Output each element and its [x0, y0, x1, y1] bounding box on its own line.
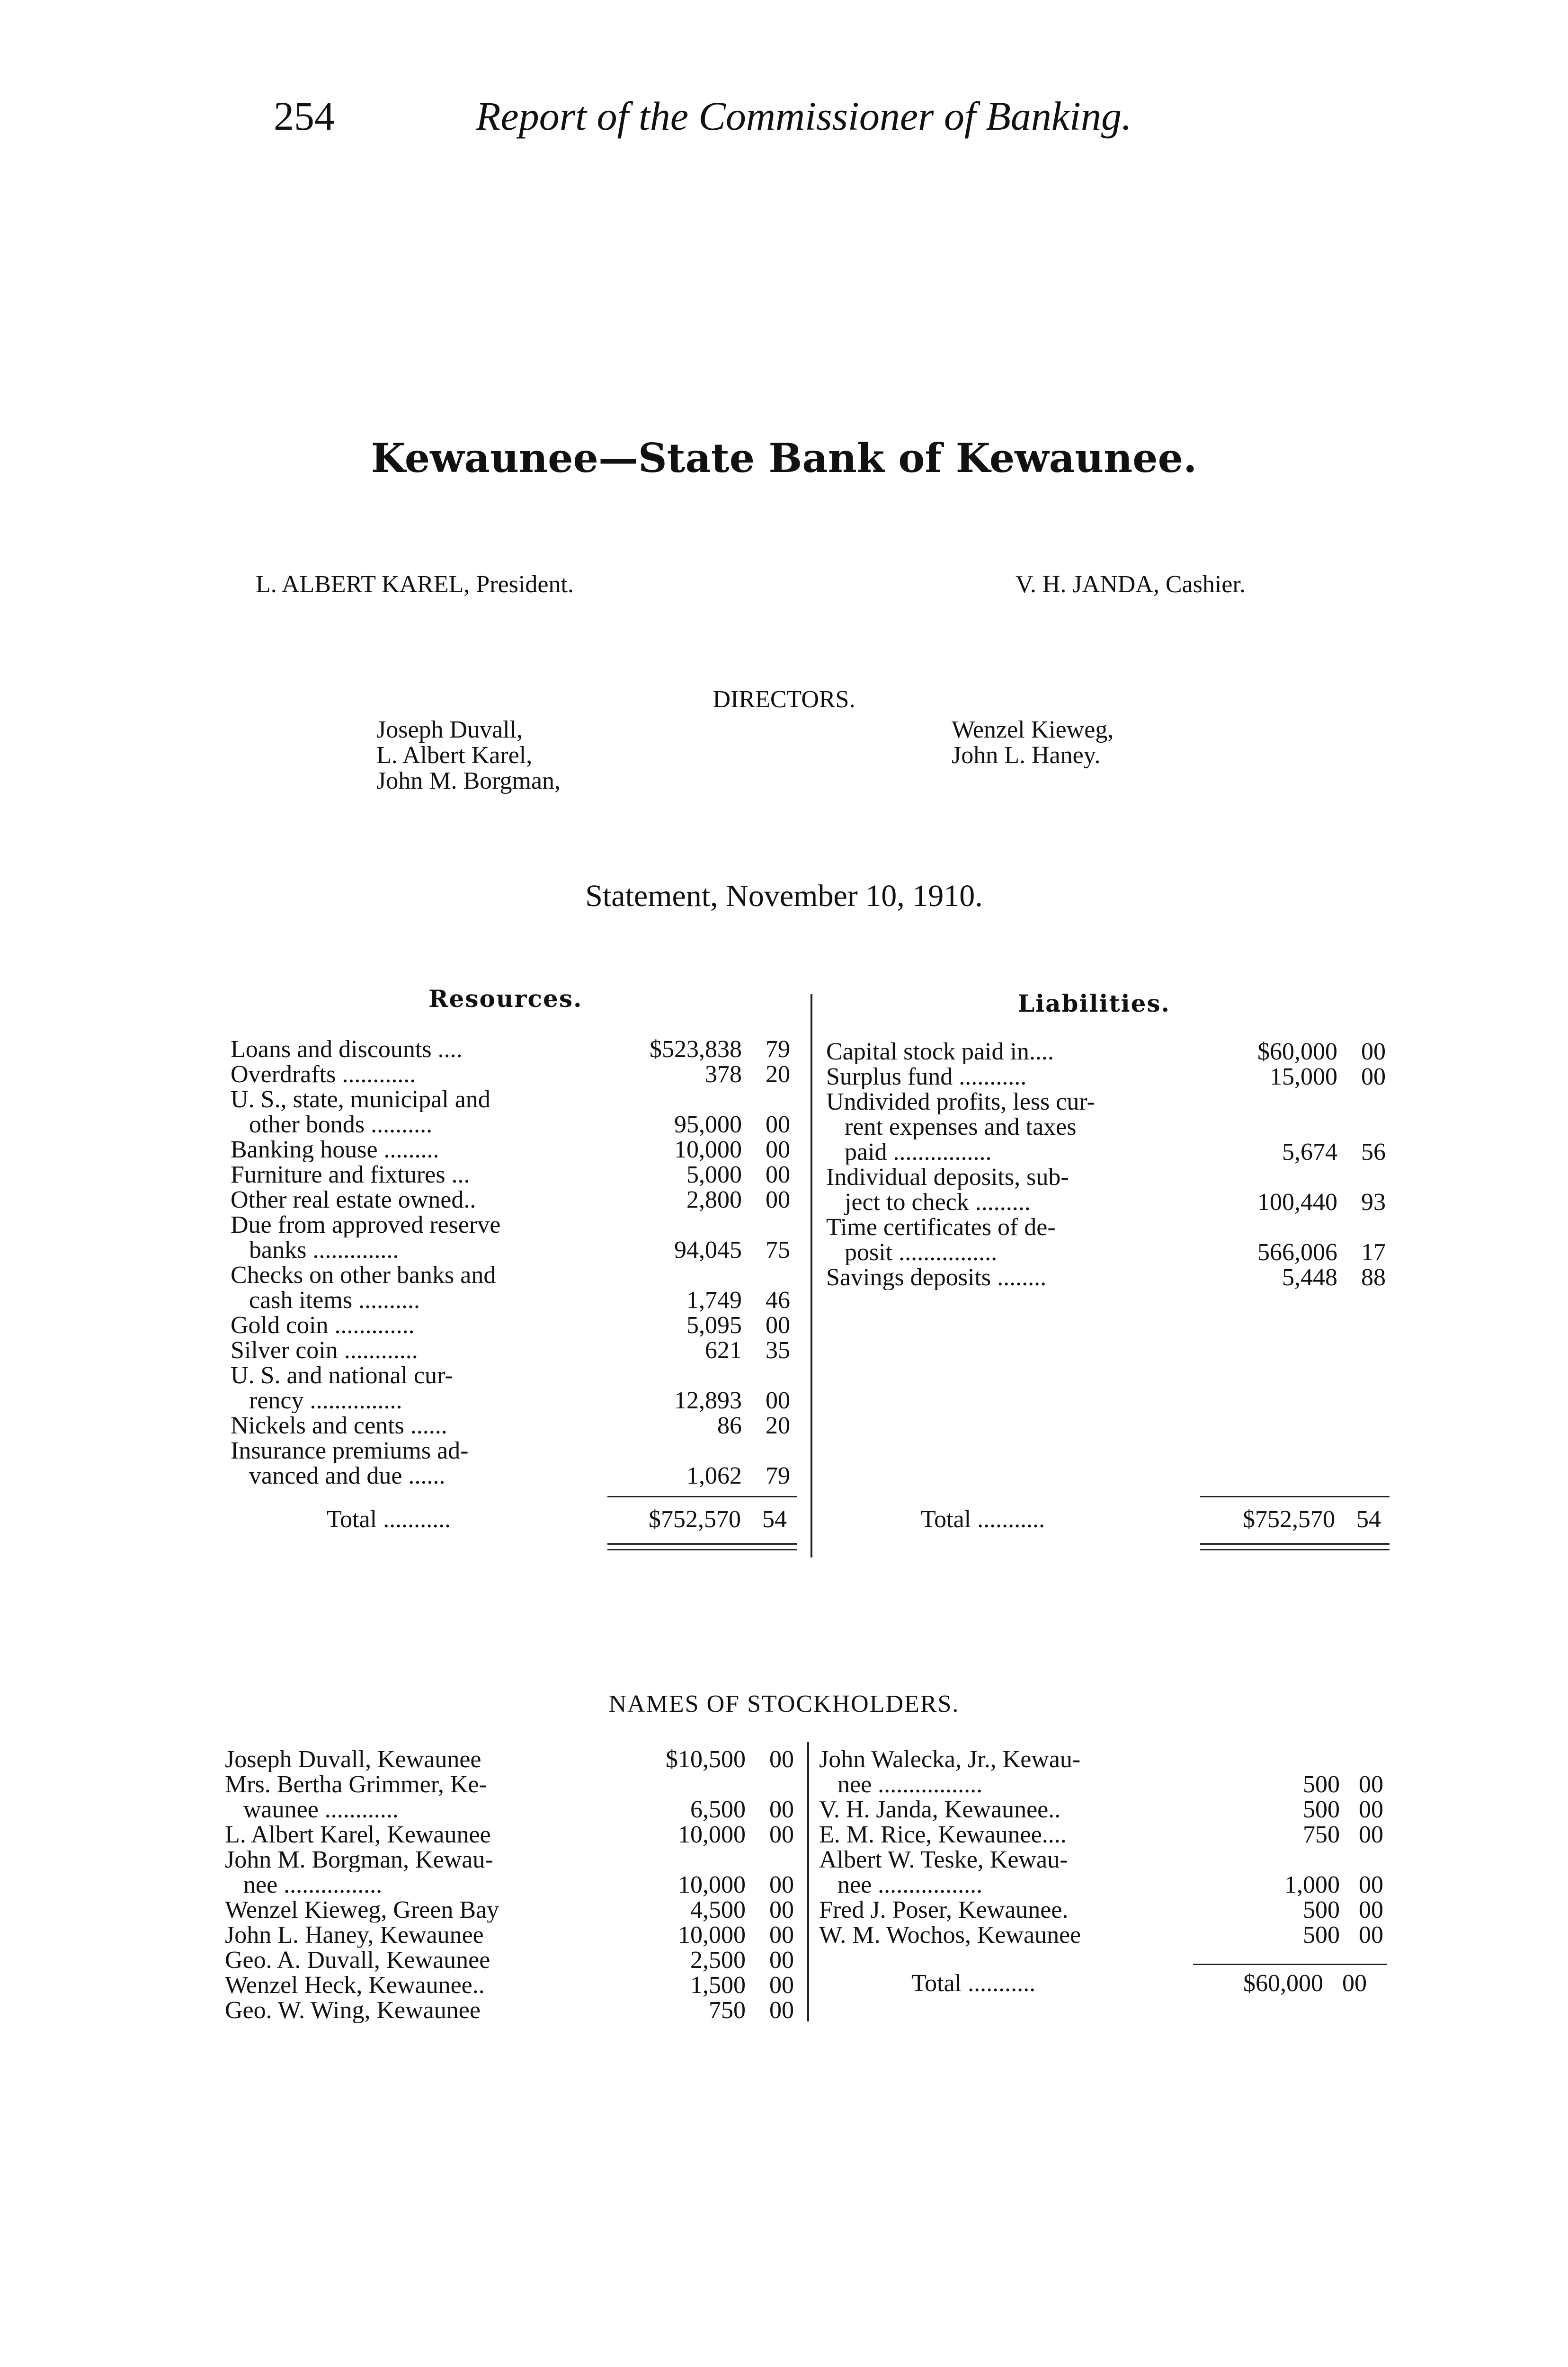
row-label: nee ................. [819, 1872, 983, 1897]
row-cents: 00 [769, 1821, 794, 1848]
row-cents: 00 [1359, 1896, 1383, 1923]
row-dollars: 94,045 [674, 1237, 742, 1264]
ledger-row [826, 1064, 1394, 1089]
ledger-row [819, 1772, 1397, 1797]
row-cents: 46 [766, 1287, 790, 1314]
row-cents: 00 [769, 1922, 794, 1949]
director-name: Joseph Duvall, [376, 716, 523, 743]
resources-table [231, 1037, 799, 1488]
row-label: vanced and due ...... [231, 1463, 445, 1488]
ledger-row [231, 1388, 799, 1413]
double-rule [607, 1543, 797, 1545]
directors-right [952, 717, 1114, 768]
ledger-row [225, 1948, 807, 1973]
row-cents: 17 [1361, 1239, 1386, 1266]
row-cents: 00 [769, 1947, 794, 1974]
row-label: Nickels and cents ...... [231, 1413, 447, 1438]
row-cents: 00 [1359, 1771, 1383, 1798]
ledger-row [826, 1089, 1394, 1114]
total-dollars: $752,570 [649, 1506, 741, 1533]
ledger-row [231, 1438, 799, 1463]
row-dollars: $10,500 [666, 1746, 746, 1773]
row-dollars: 10,000 [678, 1922, 746, 1949]
row-label: Mrs. Bertha Grimmer, Ke- [225, 1772, 487, 1797]
row-label: Banking house ......... [231, 1137, 439, 1162]
ledger-row [231, 1313, 799, 1338]
directors-left [376, 717, 561, 794]
row-label: Geo. W. Wing, Kewaunee [225, 1998, 481, 2023]
total-label: Total ........... [911, 1970, 1036, 1997]
row-label: nee ................ [225, 1872, 383, 1897]
ledger-row [225, 1872, 807, 1897]
stockholders-left [225, 1747, 807, 2023]
double-rule [1200, 1549, 1390, 1550]
ledger-row [225, 1747, 807, 1772]
row-label: Savings deposits ........ [826, 1265, 1047, 1290]
ledger-row [231, 1187, 799, 1212]
row-label: E. M. Rice, Kewaunee.... [819, 1822, 1067, 1847]
row-label: Furniture and fixtures ... [231, 1162, 470, 1187]
column-divider [811, 994, 812, 1557]
row-label: Individual deposits, sub- [826, 1165, 1069, 1190]
row-label: Wenzel Heck, Kewaunee.. [225, 1973, 485, 1998]
row-dollars: 500 [1303, 1896, 1340, 1923]
ledger-row [819, 1922, 1397, 1948]
director-name: Wenzel Kieweg, [952, 716, 1114, 743]
stockholders-heading: NAMES OF STOCKHOLDERS. [608, 1691, 960, 1717]
row-cents: 56 [1361, 1139, 1386, 1166]
column-divider [807, 1742, 809, 2021]
row-cents: 00 [766, 1312, 790, 1339]
row-dollars: 5,095 [686, 1312, 742, 1339]
bank-title: Kewaunee—State Bank of Kewaunee. [371, 435, 1197, 481]
total-rule [1193, 1964, 1387, 1965]
ledger-row [231, 1237, 799, 1263]
row-dollars: 4,500 [690, 1896, 746, 1923]
row-label: cash items .......... [231, 1288, 420, 1313]
directors-heading: DIRECTORS. [713, 686, 855, 713]
ledger-row [231, 1212, 799, 1237]
ledger-row [826, 1139, 1394, 1165]
row-dollars: 15,000 [1270, 1063, 1337, 1090]
row-label: Overdrafts ............ [231, 1062, 416, 1087]
row-dollars: $523,838 [650, 1036, 742, 1063]
page-number: 254 [274, 93, 335, 139]
row-dollars: 2,800 [686, 1186, 742, 1213]
row-cents: 75 [766, 1237, 790, 1264]
row-cents: 00 [1359, 1796, 1383, 1823]
row-label: Surplus fund ........... [826, 1064, 1027, 1089]
ledger-row [819, 1872, 1397, 1897]
stockholders-right [819, 1747, 1397, 1948]
row-dollars: 100,440 [1257, 1189, 1337, 1216]
row-label: L. Albert Karel, Kewaunee [225, 1822, 491, 1847]
ledger-row [819, 1847, 1397, 1872]
row-label: Albert W. Teske, Kewau- [819, 1847, 1068, 1872]
ledger-row [826, 1265, 1394, 1290]
row-cents: 00 [1359, 1871, 1383, 1898]
ledger-row [231, 1338, 799, 1363]
row-dollars: 5,448 [1282, 1264, 1337, 1291]
cashier: V. H. JANDA, Cashier. [1016, 571, 1246, 598]
ledger-row [826, 1190, 1394, 1215]
row-cents: 35 [766, 1337, 790, 1364]
ledger-row [231, 1062, 799, 1087]
ledger-row [225, 1998, 807, 2023]
ledger-row [231, 1037, 799, 1062]
row-label: nee ................. [819, 1772, 983, 1797]
row-dollars: 500 [1303, 1922, 1340, 1949]
row-label: rent expenses and taxes [826, 1114, 1077, 1139]
row-cents: 00 [769, 1796, 794, 1823]
row-cents: 00 [769, 1997, 794, 2024]
row-cents: 00 [769, 1972, 794, 1999]
statement-title: Statement, November 10, 1910. [585, 879, 983, 913]
row-cents: 00 [766, 1161, 790, 1188]
row-cents: 79 [766, 1462, 790, 1489]
ledger-row [231, 1363, 799, 1388]
row-cents: 00 [769, 1746, 794, 1773]
row-label: John L. Haney, Kewaunee [225, 1922, 484, 1948]
row-label: W. M. Wochos, Kewaunee [819, 1922, 1081, 1948]
row-cents: 00 [769, 1896, 794, 1923]
row-label: Joseph Duvall, Kewaunee [225, 1747, 481, 1772]
ledger-row [225, 1897, 807, 1922]
row-label: Time certificates of de- [826, 1215, 1056, 1240]
ledger-row [819, 1747, 1397, 1772]
row-dollars: 500 [1303, 1771, 1340, 1798]
row-cents: 93 [1361, 1189, 1386, 1216]
ledger-row [826, 1114, 1394, 1139]
row-dollars: 5,674 [1282, 1139, 1337, 1166]
double-rule [1200, 1543, 1390, 1545]
row-cents: 00 [766, 1387, 790, 1414]
ledger-row [225, 1922, 807, 1948]
row-label: John M. Borgman, Kewau- [225, 1847, 493, 1872]
ledger-row [826, 1240, 1394, 1265]
row-label: U. S., state, municipal and [231, 1087, 490, 1112]
double-rule [607, 1549, 797, 1550]
total-label: Total ........... [327, 1506, 451, 1533]
director-name: John L. Haney. [952, 742, 1101, 769]
director-name: John M. Borgman, [376, 767, 561, 794]
row-label: Loans and discounts .... [231, 1037, 463, 1062]
row-dollars: 378 [705, 1061, 742, 1088]
row-label: Gold coin ............. [231, 1313, 415, 1338]
row-label: Due from approved reserve [231, 1212, 501, 1237]
ledger-row [231, 1137, 799, 1162]
ledger-row [826, 1215, 1394, 1240]
ledger-row [231, 1288, 799, 1313]
stockholders-total [911, 1969, 1385, 1998]
row-label: paid ................ [826, 1139, 992, 1165]
row-dollars: 1,749 [686, 1287, 742, 1314]
total-dollars: $752,570 [1243, 1506, 1335, 1533]
row-label: posit ................ [826, 1240, 998, 1265]
row-dollars: $60,000 [1257, 1038, 1337, 1065]
row-dollars: 10,000 [678, 1871, 746, 1898]
row-label: waunee ............ [225, 1797, 399, 1822]
row-dollars: 12,893 [674, 1387, 742, 1414]
row-dollars: 6,500 [690, 1796, 746, 1823]
row-label: banks .............. [231, 1237, 399, 1263]
row-label: Wenzel Kieweg, Green Bay [225, 1897, 499, 1922]
liabilities-total [921, 1505, 1394, 1534]
total-cents: 54 [1356, 1506, 1381, 1533]
row-cents: 00 [769, 1871, 794, 1898]
row-label: U. S. and national cur- [231, 1363, 453, 1388]
ledger-row [826, 1165, 1394, 1190]
ledger-row [231, 1162, 799, 1187]
row-cents: 20 [766, 1412, 790, 1439]
row-dollars: 621 [705, 1337, 742, 1364]
ledger-row [231, 1112, 799, 1137]
row-cents: 00 [766, 1111, 790, 1138]
row-label: Capital stock paid in.... [826, 1039, 1054, 1064]
row-dollars: 86 [717, 1412, 742, 1439]
row-dollars: 750 [1303, 1821, 1340, 1848]
row-label: other bonds .......... [231, 1112, 433, 1137]
total-rule [607, 1496, 797, 1497]
row-label: Undivided profits, less cur- [826, 1089, 1095, 1114]
ledger-row [225, 1822, 807, 1847]
total-rule [1200, 1496, 1390, 1497]
row-label: Other real estate owned.. [231, 1187, 476, 1212]
ledger-row [225, 1772, 807, 1797]
ledger-row [819, 1822, 1397, 1847]
ledger-row [231, 1087, 799, 1112]
total-label: Total ........... [921, 1506, 1045, 1533]
row-label: John Walecka, Jr., Kewau- [819, 1747, 1081, 1772]
row-label: Checks on other banks and [231, 1263, 496, 1288]
ledger-row [819, 1797, 1397, 1822]
resources-heading: Resources. [428, 985, 583, 1013]
ledger-row [225, 1847, 807, 1872]
row-label: ject to check ......... [826, 1190, 1031, 1215]
row-label: V. H. Janda, Kewaunee.. [819, 1797, 1061, 1822]
liabilities-heading: Liabilities. [1018, 989, 1170, 1017]
row-dollars: 10,000 [678, 1821, 746, 1848]
row-cents: 00 [766, 1136, 790, 1163]
row-dollars: 1,062 [686, 1462, 742, 1489]
resources-total [327, 1505, 800, 1534]
row-dollars: 2,500 [690, 1947, 746, 1974]
row-dollars: 95,000 [674, 1111, 742, 1138]
row-label: rency ............... [231, 1388, 402, 1413]
ledger-row [225, 1797, 807, 1822]
ledger-row [225, 1973, 807, 1998]
director-name: L. Albert Karel, [376, 742, 533, 769]
liabilities-table [826, 1039, 1394, 1290]
row-cents: 00 [1359, 1821, 1383, 1848]
ledger-row [231, 1463, 799, 1488]
row-cents: 00 [1361, 1063, 1386, 1090]
row-label: Geo. A. Duvall, Kewaunee [225, 1948, 490, 1973]
row-dollars: 1,500 [690, 1972, 746, 1999]
row-dollars: 500 [1303, 1796, 1340, 1823]
total-cents: 54 [762, 1506, 787, 1533]
row-cents: 20 [766, 1061, 790, 1088]
total-dollars: $60,000 [1243, 1970, 1323, 1997]
ledger-row [819, 1897, 1397, 1922]
row-cents: 88 [1361, 1264, 1386, 1291]
row-cents: 00 [1359, 1922, 1383, 1949]
row-cents: 00 [766, 1186, 790, 1213]
ledger-row [826, 1039, 1394, 1064]
row-dollars: 10,000 [674, 1136, 742, 1163]
president: L. ALBERT KAREL, President. [256, 571, 574, 598]
row-dollars: 750 [709, 1997, 746, 2024]
running-header-title: Report of the Commissioner of Banking. [476, 93, 1132, 139]
row-label: Fred J. Poser, Kewaunee. [819, 1897, 1069, 1922]
row-dollars: 1,000 [1284, 1871, 1340, 1898]
row-dollars: 566,006 [1257, 1239, 1337, 1266]
row-label: Silver coin ............ [231, 1338, 418, 1363]
row-label: Insurance premiums ad- [231, 1438, 469, 1463]
ledger-row [231, 1263, 799, 1288]
row-dollars: 5,000 [686, 1161, 742, 1188]
ledger-row [231, 1413, 799, 1438]
row-cents: 79 [766, 1036, 790, 1063]
total-cents: 00 [1342, 1970, 1367, 1997]
row-cents: 00 [1361, 1038, 1386, 1065]
